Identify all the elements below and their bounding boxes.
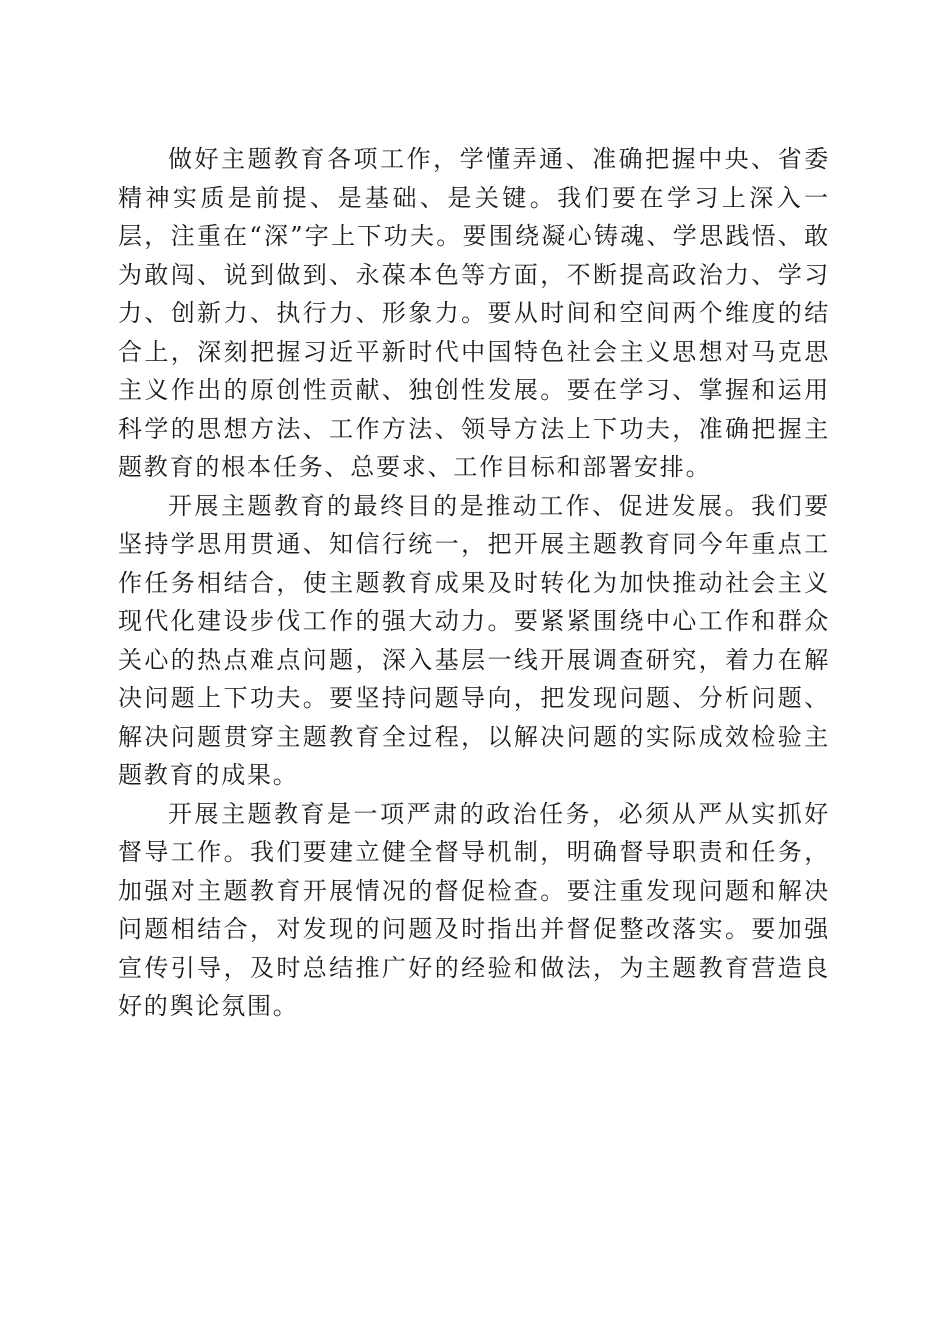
- paragraph-3: 开展主题教育是一项严肃的政治任务，必须从严从实抓好督导工作。我们要建立健全督导机制，明确督导职责和任务，加强对主题教育开展情况的督促检查。要注重发现问题和解决问题相结合，对发现的问题及时指出并督促整改落实。要加强宣传引导，及时总结推广好的经验和做法，为主题教育营造良好的舆论氛围。: [118, 799, 830, 1020]
- document-body: [118, 140, 830, 1026]
- paragraph-2: 开展主题教育的最终目的是推动工作、促进发展。我们要坚持学思用贯通、知信行统一，把开展主题教育同今年重点工作任务相结合，使主题教育成果及时转化为加快推动社会主义现代化建设步伐工作的强大动力。要紧紧围绕中心工作和群众关心的热点难点问题，深入基层一线开展调查研究，着力在解决问题上下功夫。要坚持问题导向，把发现问题、分析问题、解决问题贯穿主题教育全过程，以解决问题的实际成效检验主题教育的成果。: [118, 491, 830, 789]
- paragraph-1: 做好主题教育各项工作，学懂弄通、准确把握中央、省委精神实质是前提、是基础、是关键。我们要在学习上深入一层，注重在“深”字上下功夫。要围绕凝心铸魂、学思践悟、敢为敢闯、说到做到、永葆本色等方面，不断提高政治力、学习力、创新力、执行力、形象力。要从时间和空间两个维度的结合上，深刻把握习近平新时代中国特色社会主义思想对马克思主义作出的原创性贡献、独创性发展。要在学习、掌握和运用科学的思想方法、工作方法、领导方法上下功夫，准确把握主题教育的根本任务、总要求、工作目标和部署安排。: [118, 145, 830, 481]
